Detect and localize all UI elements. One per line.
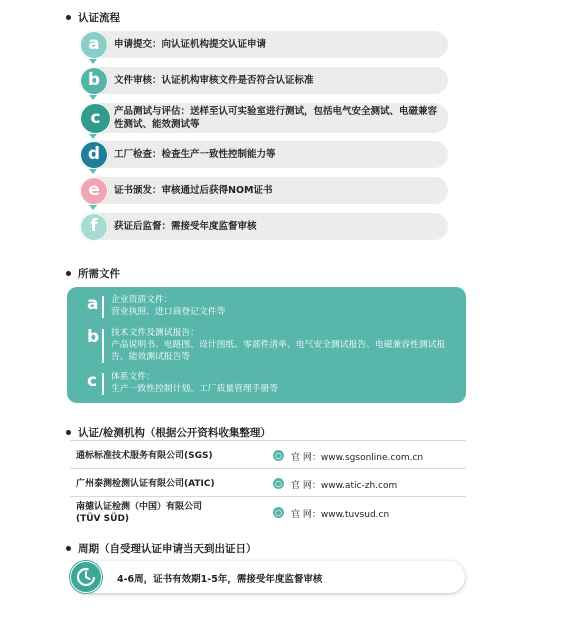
process-step: [80, 31, 448, 58]
divider-bar: [102, 296, 104, 318]
clock-icon: [70, 561, 102, 593]
orgs-section-title: [66, 425, 271, 440]
org-website[interactable]: [291, 507, 389, 520]
document-text: [111, 327, 456, 363]
org-name: [76, 501, 202, 525]
website-url[interactable]: www.sgsonline.com.cn: [320, 453, 424, 463]
documents-title-text: 所需文件: [78, 268, 120, 280]
document-body: 产品说明书、电路图、设计图纸、零部件清单、电气安全测试报告、电磁兼容性测试报告、能效测试报告等: [111, 340, 446, 362]
step-letter-badge: f: [80, 213, 108, 241]
step-letter-badge: a: [80, 31, 108, 59]
org-name-line: (TÜV SÜD): [76, 514, 130, 524]
org-website[interactable]: [291, 478, 397, 491]
bullet-dot: [66, 430, 71, 435]
process-step: [80, 213, 448, 240]
document-body: 生产一致性控制计划、工厂质量管理手册等: [111, 384, 279, 394]
step-text: 证书颁发：审核通过后获得NOM证书: [114, 185, 273, 196]
document-letter: a: [87, 294, 99, 314]
globe-icon: ○: [273, 478, 284, 489]
divider-bar: [102, 373, 104, 395]
document-text: [111, 294, 456, 318]
document-heading: 企业资质文件：: [111, 295, 173, 305]
down-arrow-icon: [89, 169, 97, 174]
step-letter-badge: b: [80, 67, 108, 95]
process-step: [80, 103, 448, 133]
step-text: 工厂检查：检查生产一致性控制能力等: [114, 149, 276, 160]
step-text: 申请提交：向认证机构提交认证申请: [114, 39, 267, 50]
table-row: [70, 468, 466, 497]
period-card: [71, 561, 465, 593]
down-arrow-icon: [89, 134, 97, 139]
globe-icon: ○: [273, 507, 284, 518]
documents-section-title: [66, 266, 120, 281]
document-heading: 体系文件：: [111, 372, 155, 382]
step-letter-badge: d: [80, 141, 108, 169]
step-text: 产品测试与评估：送样至认可实验室进行测试，包括电气安全测试、电磁兼容性测试、能效测试等: [114, 106, 438, 130]
table-row: [70, 496, 466, 527]
document-letter: c: [87, 371, 98, 391]
globe-icon: ○: [273, 450, 284, 461]
document-body: 营业执照、进口商登记文件等: [111, 307, 226, 317]
period-text: 4-6周，证书有效期1-5年，需接受年度监督审核: [117, 574, 323, 585]
step-text: 获证后监督：需接受年度监督审核: [114, 221, 257, 232]
process-title-text: 认证流程: [78, 12, 120, 24]
process-step: [80, 177, 448, 204]
org-name-line: 南德认证检测（中国）有限公司: [76, 502, 203, 512]
step-letter-badge: c: [80, 103, 111, 134]
website-label: 官 网：: [291, 481, 321, 491]
step-text: 文件审核：认证机构审核文件是否符合认证标准: [114, 75, 314, 86]
website-url[interactable]: www.tuvsud.cn: [320, 510, 390, 520]
documents-panel: [67, 287, 466, 403]
period-title-text: 周期（自受理认证申请当天到出证日）: [78, 543, 257, 555]
document-text: [111, 371, 456, 395]
orgs-title-text: 认证/检测机构（根据公开资料收集整理）: [78, 427, 271, 439]
website-label: 官 网：: [291, 510, 321, 520]
period-section-title: [66, 541, 257, 556]
website-url[interactable]: www.atic-zh.com: [320, 481, 398, 491]
org-name: 通标标准技术服务有限公司(SGS): [76, 451, 213, 461]
document-letter: b: [87, 327, 100, 347]
website-label: 官 网：: [291, 453, 321, 463]
org-name: 广州泰测检测认证有限公司(ATIC): [76, 479, 215, 489]
down-arrow-icon: [89, 95, 97, 100]
bullet-dot: [66, 15, 71, 20]
document-heading: 技术文件及测试报告：: [111, 328, 199, 338]
org-website[interactable]: [291, 450, 423, 463]
down-arrow-icon: [89, 59, 97, 64]
table-row: [70, 440, 466, 469]
bullet-dot: [66, 271, 71, 276]
divider-bar: [102, 329, 104, 363]
bullet-dot: [66, 546, 71, 551]
process-section-title: [66, 10, 120, 25]
process-step: [80, 67, 448, 94]
down-arrow-icon: [89, 205, 97, 210]
process-step: [80, 141, 448, 168]
step-letter-badge: e: [80, 177, 108, 205]
